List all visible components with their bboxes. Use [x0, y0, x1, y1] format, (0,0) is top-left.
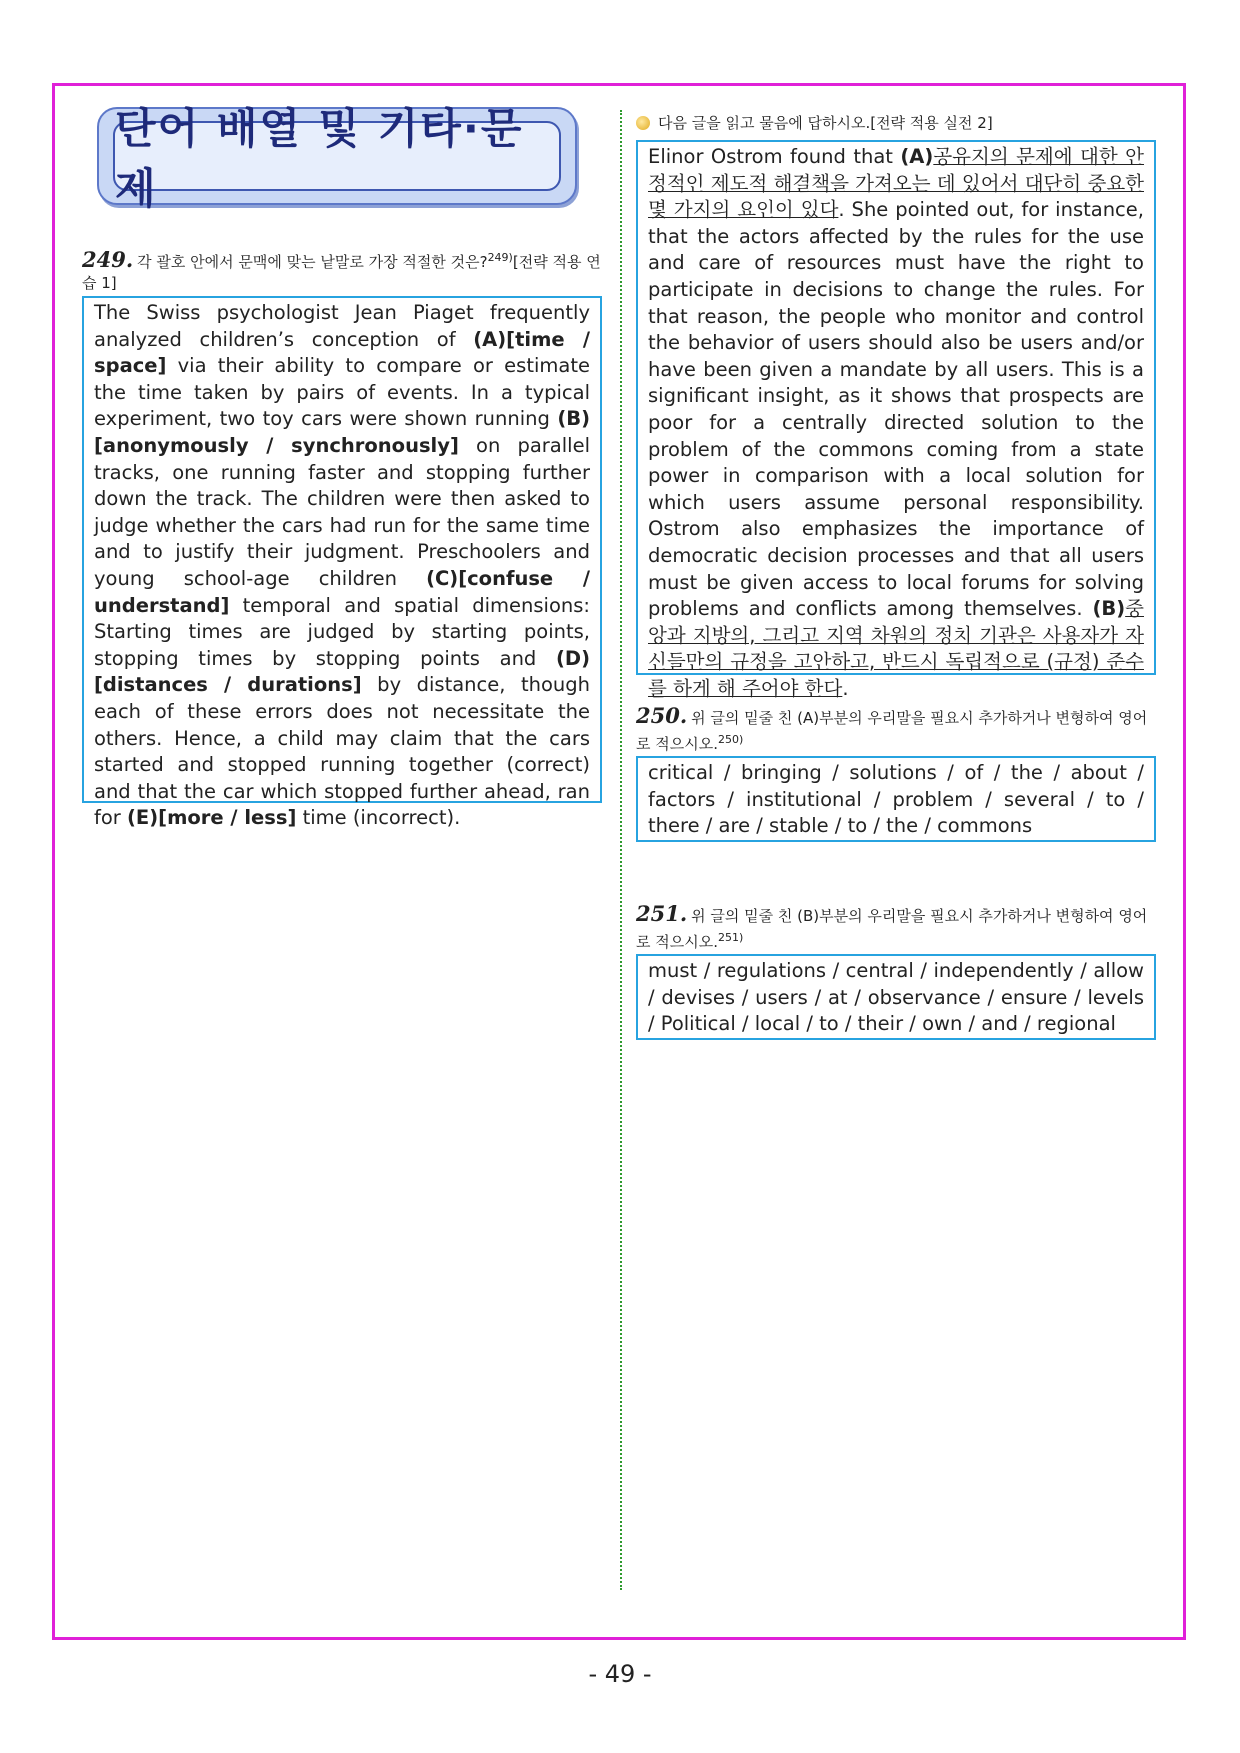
section-title-inner — [113, 104, 561, 213]
question-250-ref: 250) — [718, 733, 744, 746]
question-250-header — [636, 705, 1156, 755]
passage-text: The Swiss psychologist Jean Piaget frequently analyzed children’s conception of — [94, 301, 590, 351]
question-249-passage-box — [82, 296, 602, 830]
question-251-header — [636, 903, 1156, 953]
page-number: - 49 - — [588, 1660, 652, 1688]
underline-a-text: 공유지의 문제에 대한 안정적인 제도적 해결책을 가져오는 데 있어서 대단히 중요한 몇 가지의 요인이 있다 — [648, 145, 1145, 222]
question-251-word-box — [636, 954, 1156, 1040]
choice-b: (B)[anonymously / synchronously] — [94, 407, 590, 457]
passage-text: by distance, though each of these errors does not necessitate the others. Hence, a child may claim that the cars started and stopped running together (correct) and that the car which stopped further ahead, ran for — [94, 673, 590, 830]
question-249-ref: 249) — [487, 251, 513, 264]
choice-d: (D)[distances / durations] — [94, 646, 590, 697]
passage-text: . She pointed out, for instance, that the actors affected by the rules for the use and care of resources must have the right to participate in decisions to change the rules. For that reason, the people who monitor and control the behavior of users should also be users and/or have been given a mandate by all users. This is a significant insight, as it shows that prospects are poor for a centrally directed solution to the problem of the commons coming from a state power in comparison with a local solution for which users assume personal responsibility. Ostrom also emphasizes the importance of democratic decision processes and that all users must be given access to local forums for solving problems and conflicts among themselves. — [648, 198, 1144, 621]
question-249-number: 249. — [82, 247, 134, 272]
passage-text: on parallel tracks, one running faster and stopping further down the track. The children were then asked to judge whether the cars had run for the same time and to justify their judgment. Preschoolers and young school-age children — [94, 433, 590, 590]
passage-text: . — [842, 676, 849, 700]
section-title: 단어 배열 및 기타·문제 — [115, 104, 524, 213]
question-251-ref: 251) — [718, 931, 744, 944]
choice-c: (C)[confuse / understand] — [94, 566, 591, 617]
underline-b-label: (B) — [1092, 597, 1126, 621]
question-250-prompt: 위 글의 밑줄 친 (A)부분의 우리말을 필요시 추가하거나 변형하여 영어로 적으시오. — [636, 709, 1148, 753]
question-251-number: 251. — [636, 901, 688, 926]
word-bank-250: critical / bringing / solutions / of / the / about / factors / institutional / problem / several / to / there / are / stable / to / the / commons — [648, 761, 1144, 838]
section-title-banner — [97, 104, 577, 213]
reading-instruction — [636, 112, 993, 133]
passage-text: time (incorrect). — [296, 806, 461, 830]
passage-text: via their ability to compare or estimate the time taken by pairs of events. In a typical experiment, two toy cars were shown running — [94, 354, 590, 431]
choice-e: (E)[more / less] — [127, 806, 297, 830]
choice-a: (A)[time / space] — [94, 327, 590, 378]
question-249-header — [82, 247, 602, 294]
passage-text: Elinor Ostrom found that — [648, 145, 901, 168]
question-250-number: 250. — [636, 703, 688, 728]
ostrom-passage-box — [636, 140, 1156, 700]
question-250-word-box — [636, 756, 1156, 842]
question-251-prompt: 위 글의 밑줄 친 (B)부분의 우리말을 필요시 추가하거나 변형하여 영어로 적으시오. — [636, 907, 1148, 951]
question-249-prompt-tail: [전략 적용 연습 1] — [82, 253, 601, 292]
column-divider — [620, 110, 622, 1590]
question-249-prompt: 각 괄호 안에서 문맥에 맞는 낱말로 가장 적절한 것은? — [137, 253, 488, 271]
underline-b-text: 중앙과 지방의, 그리고 지역 차원의 정치 기관은 사용자가 자신들만의 규정을 고안하고, 반드시 독립적으로 (규정) 준수를 하게 해 주어야 한다 — [648, 597, 1144, 700]
passage-text: temporal and spatial dimensions: Starting times are judged by starting points, stopping times by stopping points and — [94, 593, 590, 670]
sun-bullet-icon — [636, 116, 650, 130]
underline-a-label: (A) — [900, 145, 934, 168]
word-bank-251: must / regulations / central / independently / allow / devises / users / at / observance / ensure / levels / Political / local / to / their / own / and / regional — [648, 959, 1144, 1036]
reading-instruction-text: 다음 글을 읽고 물음에 답하시오.[전략 적용 실전 2] — [658, 114, 993, 132]
